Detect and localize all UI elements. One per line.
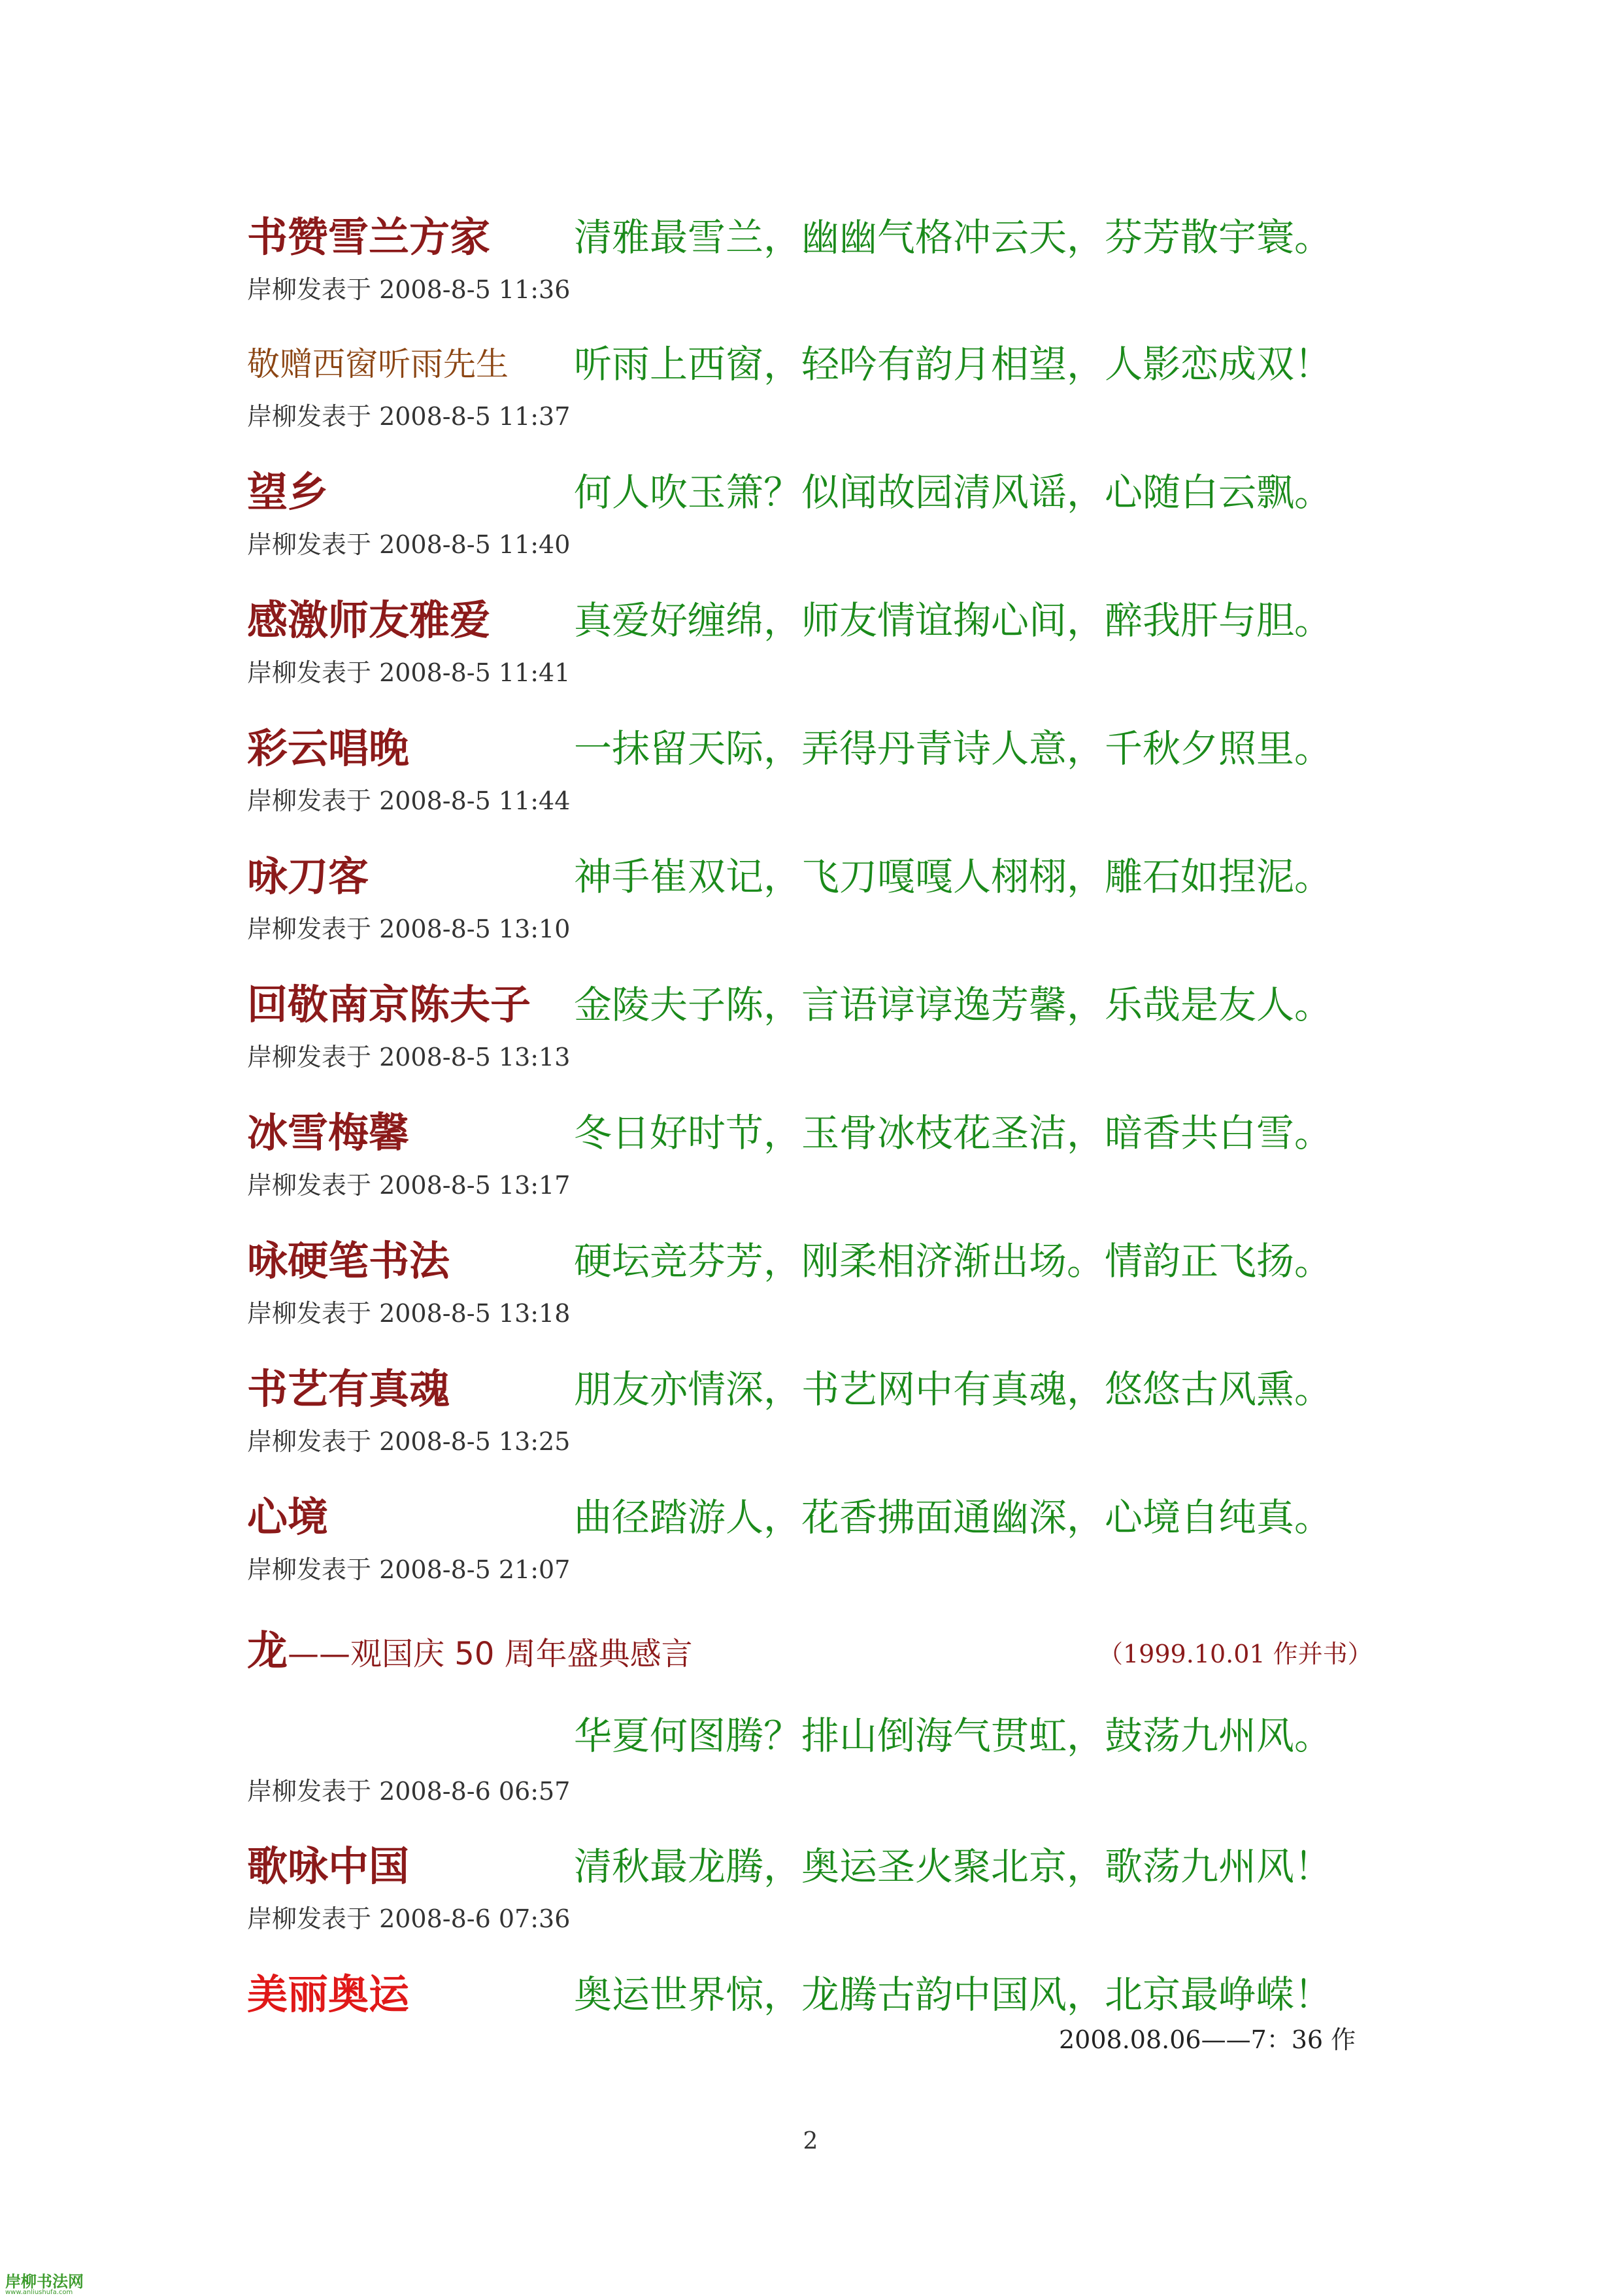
dragon-poem-date: （1999.10.01 作并书） xyxy=(1098,1640,1373,1668)
poem-entry xyxy=(247,1104,1397,1200)
poem-verse: 奥运世界惊，龙腾古韵中国风，北京最峥嵘！ xyxy=(574,1972,1333,2017)
watermark-main: 岸柳书法网 xyxy=(5,2272,84,2291)
post-meta: 岸柳发表于 2008-8-5 13:13 xyxy=(247,1043,571,1072)
poem-verse: 清雅最雪兰，幽幽气格冲云天，芬芳散宇寰。 xyxy=(574,215,1333,260)
poem-title: 书赞雪兰方家 xyxy=(247,213,491,261)
poem-verse: 金陵夫子陈，言语谆谆逸芳馨，乐哉是友人。 xyxy=(574,983,1333,1027)
poem-entry xyxy=(247,1360,1397,1456)
poem-title: 美丽奥运 xyxy=(247,1970,410,2018)
page-number: 2 xyxy=(803,2128,818,2155)
poem-entry xyxy=(247,975,1397,1072)
poem-title: 心境 xyxy=(247,1493,329,1541)
post-meta: 岸柳发表于 2008-8-6 07:36 xyxy=(247,1904,571,1933)
poem-verse: 冬日好时节，玉骨冰枝花圣洁，暗香共白雪。 xyxy=(574,1111,1333,1155)
poem-verse: 朋友亦情深，书艺网中有真魂，悠悠古风熏。 xyxy=(574,1367,1333,1411)
poem-title: 咏刀客 xyxy=(247,853,369,900)
post-meta: 岸柳发表于 2008-8-5 11:36 xyxy=(247,275,571,304)
poem-title: 敬赠西窗听雨先生 xyxy=(247,345,509,383)
site-watermark xyxy=(5,2269,84,2296)
dragon-poem-verse: 华夏何图腾？排山倒海气贯虹，鼓荡九州风。 xyxy=(574,1714,1333,1758)
poem-verse: 曲径踏游人，花香拂面通幽深，心境自纯真。 xyxy=(574,1495,1333,1540)
post-meta: 岸柳发表于 2008-8-6 06:57 xyxy=(247,1777,571,1806)
poem-verse: 硬坛竞芬芳，刚柔相济渐出场。情韵正飞扬。 xyxy=(574,1239,1333,1283)
poem-verse: 一抹留天际，弄得丹青诗人意，千秋夕照里。 xyxy=(574,726,1333,771)
poem-verse: 听雨上西窗，轻吟有韵月相望，人影恋成双！ xyxy=(574,342,1333,386)
poem-entry xyxy=(247,847,1397,943)
poem-title: 感激师友雅爱 xyxy=(247,596,491,644)
poem-verse: 真爱好缠绵，师友情谊掬心间，醉我肝与胆。 xyxy=(574,598,1333,643)
post-meta: 岸柳发表于 2008-8-5 13:25 xyxy=(247,1427,571,1456)
poem-entry xyxy=(247,335,1397,431)
closing-signature-date: 2008.08.06——7：36 作 xyxy=(1059,2025,1356,2054)
poem-entry xyxy=(247,463,1397,559)
post-meta: 岸柳发表于 2008-8-5 21:07 xyxy=(247,1555,571,1584)
dragon-title-main: 龙 xyxy=(247,1627,288,1674)
poem-entry xyxy=(247,1837,1397,1933)
poem-title: 冰雪梅馨 xyxy=(247,1109,410,1156)
poem-title: 书艺有真魂 xyxy=(247,1365,450,1413)
post-meta: 岸柳发表于 2008-8-5 11:37 xyxy=(247,402,571,431)
post-meta: 岸柳发表于 2008-8-5 13:17 xyxy=(247,1171,571,1200)
poem-verse: 神手崔双记，飞刀嘎嘎人栩栩，雕石如捏泥。 xyxy=(574,854,1333,899)
poem-title: 望乡 xyxy=(247,468,329,516)
post-meta: 岸柳发表于 2008-8-5 11:44 xyxy=(247,786,571,815)
post-meta: 岸柳发表于 2008-8-5 13:10 xyxy=(247,915,571,943)
poem-title: 咏硬笔书法 xyxy=(247,1237,450,1285)
poem-entry xyxy=(247,1488,1397,1584)
poem-entry xyxy=(247,1965,1397,2031)
watermark-url: www.anliushufa.com xyxy=(5,2289,73,2296)
poem-entry xyxy=(247,719,1397,815)
poem-entry xyxy=(247,208,1397,304)
poem-verse: 清秋最龙腾，奥运圣火聚北京，歌荡九州风！ xyxy=(574,1844,1333,1889)
dragon-title-subtitle: ——观国庆 50 周年盛典感言 xyxy=(288,1636,693,1672)
poem-verse: 何人吹玉箫？似闻故园清风谣，心随白云飘。 xyxy=(574,470,1333,515)
post-meta: 岸柳发表于 2008-8-5 11:40 xyxy=(247,530,571,559)
poem-title: 歌咏中国 xyxy=(247,1842,410,1890)
poem-entry xyxy=(247,591,1397,687)
post-meta: 岸柳发表于 2008-8-5 11:41 xyxy=(247,658,571,687)
poem-entry xyxy=(247,1232,1397,1328)
poem-title: 彩云唱晚 xyxy=(247,724,410,772)
poem-title: 回敬南京陈夫子 xyxy=(247,981,531,1028)
dragon-poem-title xyxy=(247,1621,693,1683)
post-meta: 岸柳发表于 2008-8-5 13:18 xyxy=(247,1299,571,1328)
